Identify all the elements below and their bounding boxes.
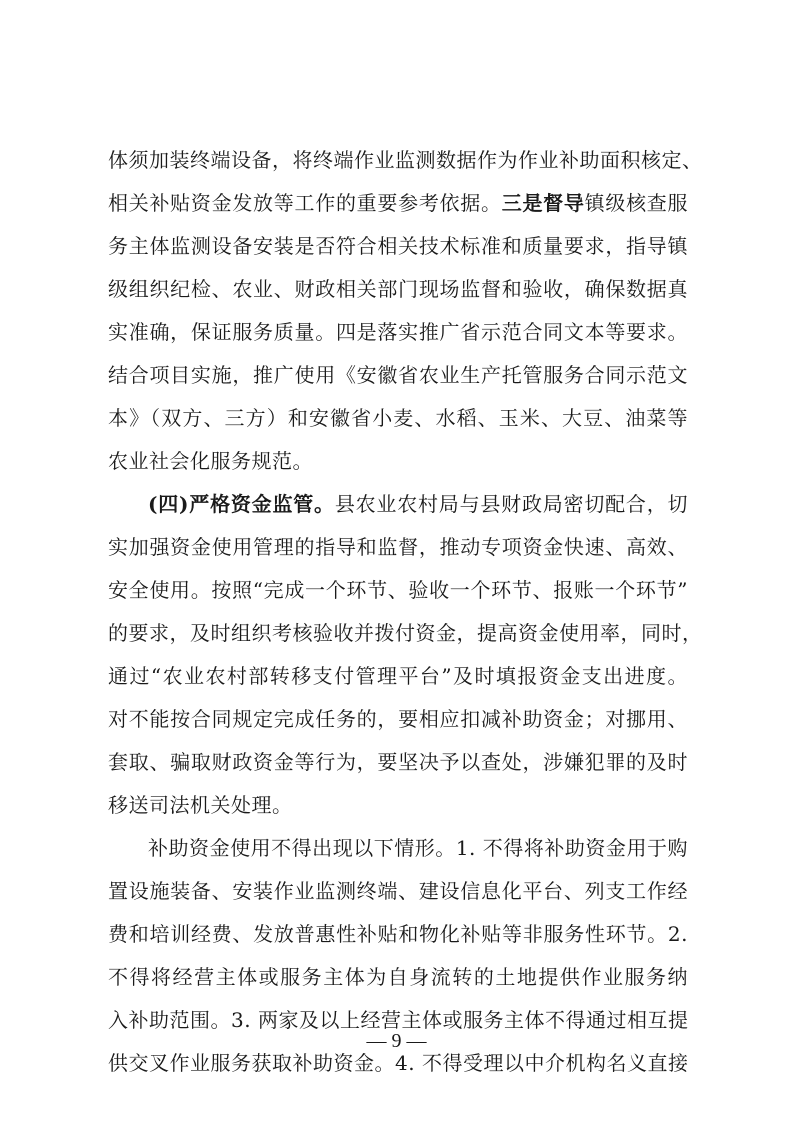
section-heading: (四)严格资金监管。: [148, 492, 335, 516]
text-line: 补助资金使用不得出现以下情形。1. 不得将补助资金用于购: [148, 836, 688, 860]
text-line: 套取、骗取财政资金等行为，要坚决予以查处，涉嫌犯罪的及时: [108, 750, 688, 774]
text-line: 费和培训经费、发放普惠性补贴和物化补贴等非服务性环节。2.: [108, 922, 688, 946]
text-line: 体须加装终端设备，将终端作业监测数据作为作业补助面积核定、: [108, 148, 703, 172]
text-line: 安全使用。按照“完成一个环节、验收一个环节、报账一个环节”: [108, 578, 688, 602]
emphasis-text: 三是督导: [501, 191, 585, 215]
text-line: 农业社会化服务规范。: [108, 449, 313, 473]
text-line: 本》（双方、三方）和安徽省小麦、水稻、玉米、大豆、油菜等: [108, 406, 688, 430]
text-line: 通过“农业农村部转移支付管理平台”及时填报资金支出进度。: [108, 664, 688, 688]
page-number: — 9 —: [366, 1030, 427, 1052]
text-line: 级组织纪检、农业、财政相关部门现场监督和验收，确保数据真: [108, 277, 688, 301]
text-line: 对不能按合同规定完成任务的，要相应扣减补助资金；对挪用、: [108, 707, 688, 731]
text-line: 实准确，保证服务质量。四是落实推广省示范合同文本等要求。: [108, 320, 688, 344]
document-body: [108, 139, 703, 1085]
text-line: 实加强资金使用管理的指导和监督，推动专项资金快速、高效、: [108, 535, 688, 559]
text-line: 相关补贴资金发放等工作的重要参考依据。三是督导镇级核查服: [108, 191, 689, 215]
text-line: 的要求，及时组织考核验收并拨付资金，提高资金使用率，同时，: [108, 621, 703, 645]
section-heading-line: (四)严格资金监管。县农业农村局与县财政局密切配合，切: [148, 492, 688, 516]
text-line: 结合项目实施，推广使用《安徽省农业生产托管服务合同示范文: [108, 363, 688, 387]
text-line: 入补助范围。3. 两家及以上经营主体或服务主体不得通过相互提: [108, 1008, 689, 1032]
text-line: 不得将经营主体或服务主体为自身流转的土地提供作业服务纳: [108, 965, 688, 989]
text-line: 务主体监测设备安装是否符合相关技术标准和质量要求，指导镇: [108, 234, 688, 258]
text-line: 置设施装备、安装作业监测终端、建设信息化平台、列支工作经: [108, 879, 688, 903]
text-line: 移送司法机关处理。: [108, 793, 293, 817]
text-line: 供交叉作业服务获取补助资金。4. 不得受理以中介机构名义直接: [108, 1051, 689, 1075]
